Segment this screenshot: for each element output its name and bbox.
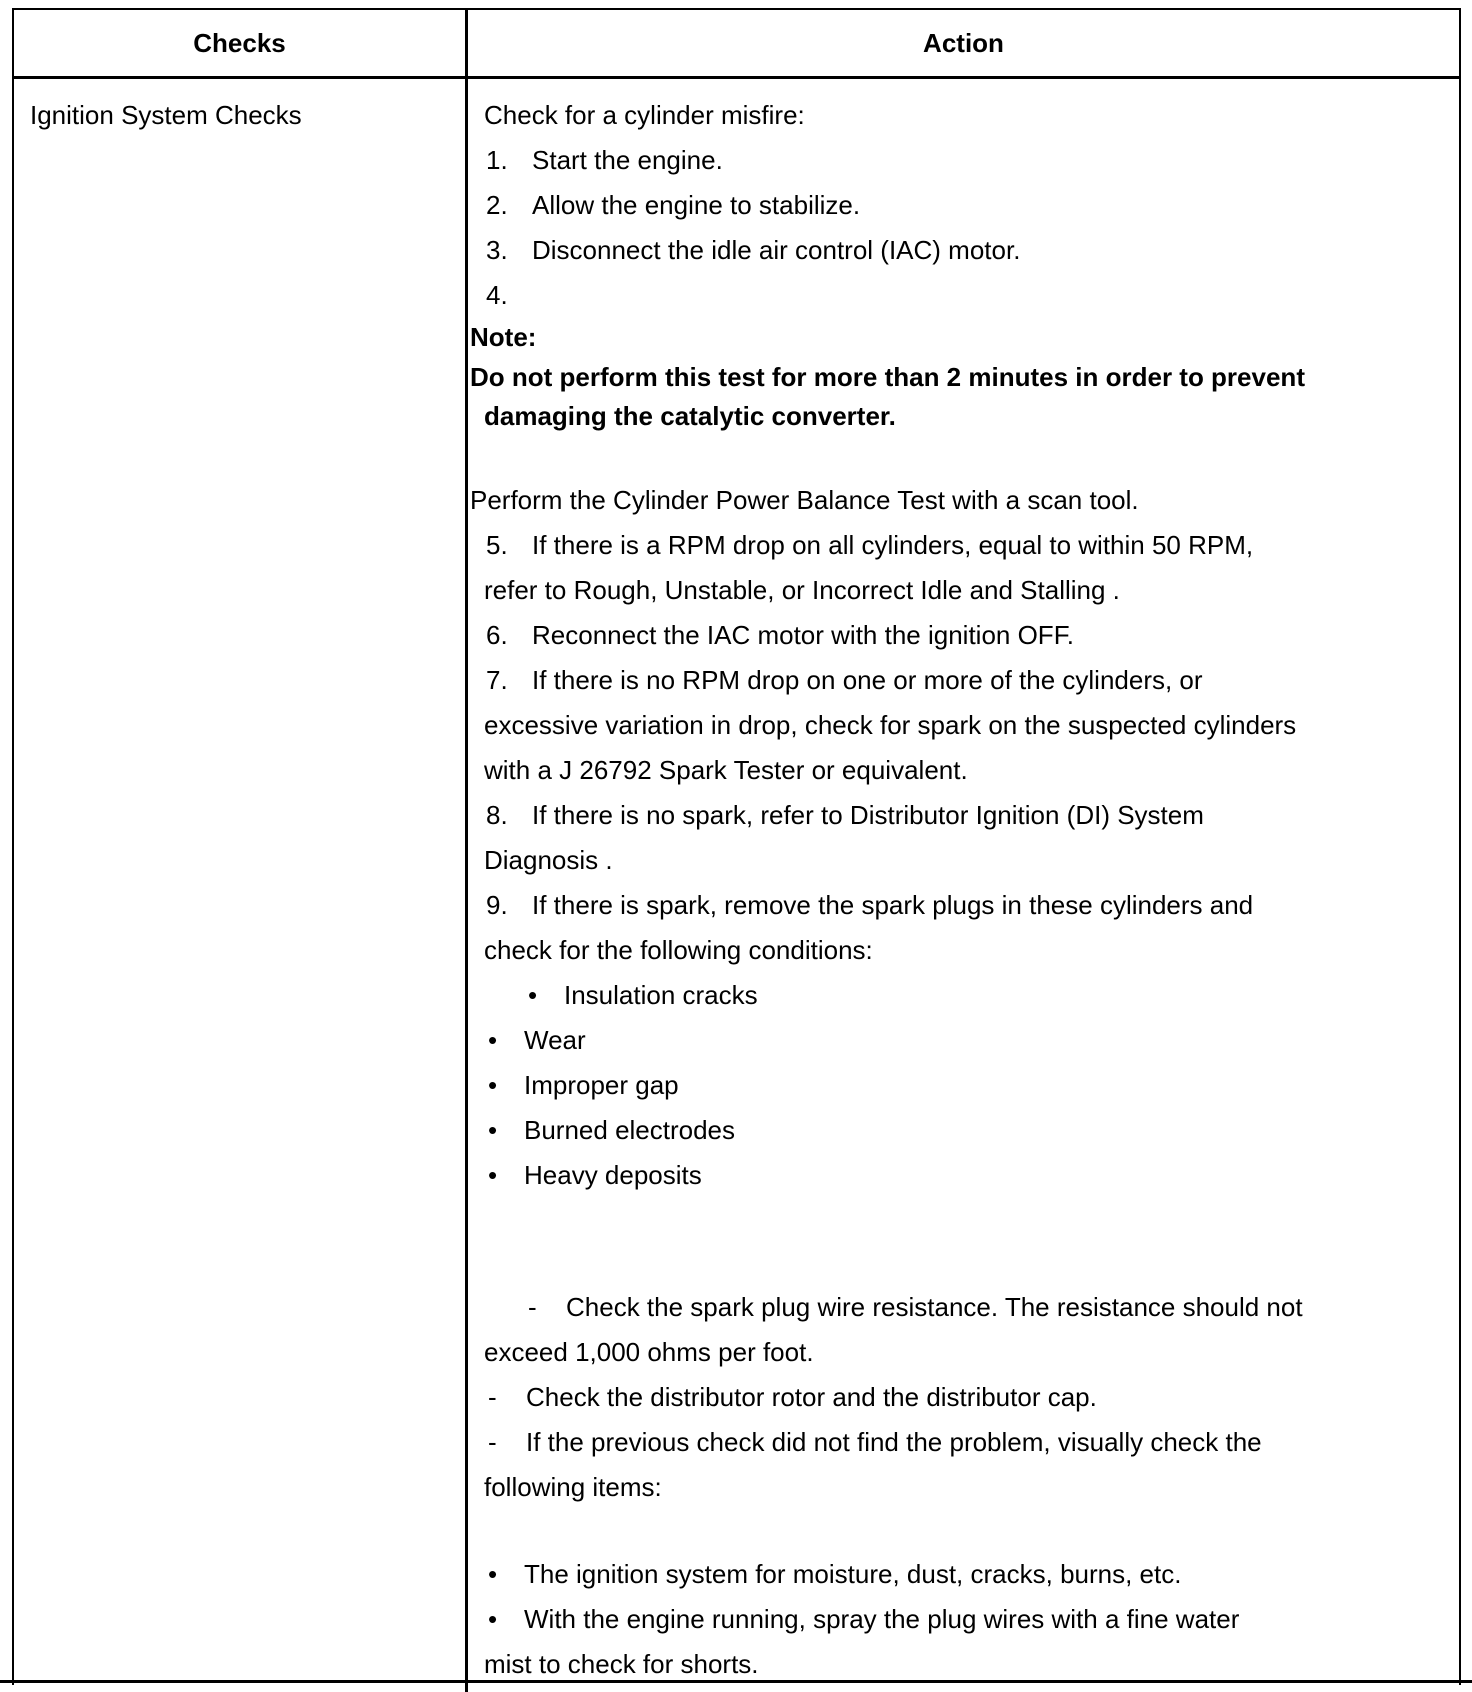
condition-bullet: • (488, 1160, 498, 1190)
perform-test: Perform the Cylinder Power Balance Test with a scan tool. (470, 485, 1139, 515)
column-divider (465, 8, 468, 1692)
dash-1-line-1: Check the spark plug wire resistance. The resistance should not (566, 1292, 1303, 1322)
note-label: Note: (470, 322, 537, 352)
step-5-line-1: If there is a RPM drop on all cylinders, equal to within 50 RPM, (532, 530, 1254, 560)
note-line-1: Do not perform this test for more than 2 minutes in order to prevent (470, 362, 1305, 392)
dash-marker: - (488, 1382, 497, 1412)
step-2-text: Allow the engine to stabilize. (532, 190, 861, 220)
step-7-number: 7. (486, 665, 508, 695)
condition-bullet: • (488, 1025, 498, 1055)
step-3-text: Disconnect the idle air control (IAC) motor. (532, 235, 1021, 265)
visual-2-line-2: mist to check for shorts. (484, 1649, 759, 1679)
condition-bullet: • (528, 980, 538, 1010)
step-3-number: 3. (486, 235, 508, 265)
step-7-line-3: with a J 26792 Spark Tester or equivalent. (484, 755, 968, 785)
step-2-number: 2. (486, 190, 508, 220)
header-action: Action (923, 28, 1004, 58)
dash-marker: - (488, 1427, 497, 1457)
visual-bullet: • (488, 1604, 498, 1634)
visual-bullet: • (488, 1559, 498, 1589)
condition-burned-electrodes: Burned electrodes (524, 1115, 736, 1145)
dash-1-line-2: exceed 1,000 ohms per foot. (484, 1337, 814, 1367)
step-6-number: 6. (486, 620, 508, 650)
action-intro: Check for a cylinder misfire: (484, 100, 805, 130)
step-5-number: 5. (486, 530, 508, 560)
header-checks: Checks (193, 28, 286, 58)
dash-3-line-1: If the previous check did not find the problem, visually check the (526, 1427, 1262, 1457)
step-9-line-1: If there is spark, remove the spark plugs in these cylinders and (532, 890, 1254, 920)
dash-marker: - (528, 1292, 537, 1322)
step-7-line-2: excessive variation in drop, check for spark on the suspected cylinders (484, 710, 1297, 740)
dash-3-line-2: following items: (484, 1472, 662, 1502)
step-4-number: 4. (486, 280, 508, 310)
condition-insulation-cracks: Insulation cracks (564, 980, 758, 1010)
step-9-number: 9. (486, 890, 508, 920)
step-7-line-1: If there is no RPM drop on one or more of the cylinders, or (532, 665, 1203, 695)
step-9-line-2: check for the following conditions: (484, 935, 873, 965)
visual-2-line-1: With the engine running, spray the plug wires with a fine water (524, 1604, 1240, 1634)
step-8-line-1: If there is no spark, refer to Distributor Ignition (DI) System (532, 800, 1204, 830)
dash-2-text: Check the distributor rotor and the distributor cap. (526, 1382, 1097, 1412)
condition-heavy-deposits: Heavy deposits (524, 1160, 702, 1190)
step-8-number: 8. (486, 800, 508, 830)
step-8-line-2: Diagnosis . (484, 845, 613, 875)
check-label: Ignition System Checks (30, 100, 302, 130)
condition-bullet: • (488, 1115, 498, 1145)
bottom-rule (0, 1680, 1472, 1683)
step-1-number: 1. (486, 145, 508, 175)
header-rule (12, 76, 1461, 79)
step-1-text: Start the engine. (532, 145, 723, 175)
note-line-2: damaging the catalytic converter. (484, 401, 896, 431)
step-5-line-2: refer to Rough, Unstable, or Incorrect Idle and Stalling . (484, 575, 1120, 605)
step-6-text: Reconnect the IAC motor with the ignition OFF. (532, 620, 1074, 650)
condition-improper-gap: Improper gap (524, 1070, 679, 1100)
visual-1-text: The ignition system for moisture, dust, cracks, burns, etc. (524, 1559, 1182, 1589)
condition-bullet: • (488, 1070, 498, 1100)
condition-wear: Wear (524, 1025, 586, 1055)
